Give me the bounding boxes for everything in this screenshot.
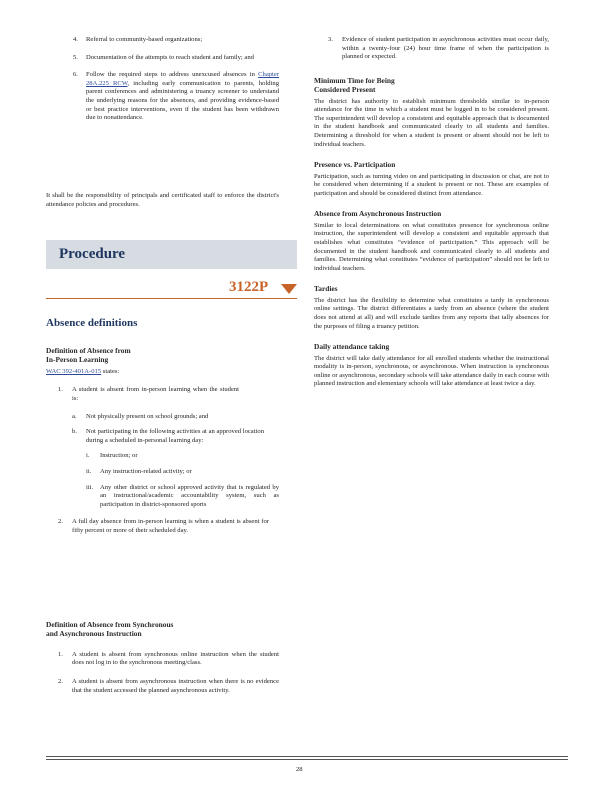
presence-section: Presence vs. Participation Participation, such as turning video on and participating in discussion or chat, are not to be considered when determining if a student is present or not. These are examples of participation and should be considered distinct from attendance. — [314, 160, 549, 197]
section-heading: Absence from Asynchronous Instruction — [314, 209, 442, 219]
list-item: 4. Referral to community-based organizations; — [73, 36, 203, 43]
async-absence-section: Absence from Asynchronous Instruction Similar to local determinations on what constitutes presence for synchronous online instruction, the superintendent will develop a consistent and equitable approach that establishes what constitutes “evidence of participation.” This approach will be documented in the student handbook and communicated clearly to all students and families. Determining what constitutes “evidence of participation” should not be left to individual teachers. — [314, 209, 549, 272]
list-item: 5. Documentation of the attempts to reach student and family; and — [73, 53, 254, 61]
wac-link[interactable]: WAC 392-401A-015 — [46, 367, 102, 375]
footer-rule — [46, 756, 568, 757]
divider — [46, 298, 297, 299]
right-column — [314, 36, 549, 389]
procedure-title: Procedure — [59, 246, 126, 262]
section-heading: Tardies — [314, 284, 338, 294]
list-item: b. Not participating in the following activities at an approved location during a scheduled in-personal learning day: — [72, 428, 264, 444]
section-heading: Daily attendance taking — [314, 342, 390, 352]
daily-attendance-section: Daily attendance taking The district will take daily attendance for all enrolled students whether the instructional modality is in-person, synchronous, or asynchronous. When instruction is synchronous online or asynchronous, secondary schools will take attendance daily in each course with planned instruction and elementary schools will take attendance at least twice a day. — [314, 342, 549, 388]
inperson-section: Definition of Absence from In-Person Learning WAC 392-401A-015 states: 1. A student is absent from in-person learning when the student is: a. Not physically present on school grounds; and b. Not participating in the following activities at an approved location during a scheduled in-personal learning day: i. Instruction; or ii. Any instruction-related activity; or iii. Any other district or school approved activity that is regulated by an instructional/academic accountability system, such as participation in district-sponsored sports 2. A full day absence from in-person learning is when a student is absent for fifty percent or more of their scheduled day. — [46, 346, 279, 534]
section-heading: Presence vs. Participation — [314, 160, 396, 170]
triangle-down-icon — [281, 284, 297, 294]
synchronous-heading: Definition of Absence from Synchronous and Asynchronous Instruction — [46, 620, 174, 639]
list-item: 1. A student is absent from synchronous online instruction when the student does not log in to the synchronous meeting/class. — [58, 650, 279, 667]
page-number: 28 — [296, 766, 303, 773]
responsibility-paragraph: It shall be the responsibility of principals and certificated staff to enforce the district's attendance policies and procedures. — [46, 192, 279, 208]
list-item: 3. Evidence of student participation in asynchronous activities must occur daily, within a twenty-four (24) hour time frame of when the participation is planned or expected. — [328, 36, 549, 61]
tardies-section: Tardies The district has the flexibility to determine what constitutes a tardy in synchronous online settings. The district differentiates a tardy from an absence (where the student does not attend at all) and will exclude tardies from any reports that tally absences for the purposes of filing a truancy petition. — [314, 284, 549, 330]
list-item: ii. Any instruction-related activity; or — [86, 467, 192, 475]
rcw-link[interactable]: Chapter 28A.225 RCW — [86, 71, 279, 87]
list-item: i. Instruction; or — [86, 452, 138, 460]
synchronous-section — [46, 620, 279, 702]
inperson-heading: Definition of Absence from In-Person Learning — [46, 346, 131, 365]
procedure-banner — [46, 240, 297, 269]
absence-definitions-heading: Absence definitions — [46, 317, 138, 329]
list-item: a. Not physically present on school grounds; and — [72, 412, 209, 420]
list-item: 6. Follow the required steps to address unexcused absences in Chapter 28A.225 RCW, including early communication to parents, holding parent conferences and administering a truancy screener to understand the underlying reasons for the absences, and providing evidence-based or best practice interventions, even if the student has been withdrawn due to nonattendance. — [73, 71, 279, 122]
min-time-section: Minimum Time for Being Considered Present The district has authority to establish minimum thresholds similar to in-person attendance for the time in which a student must be logged in to be considered present. The superintendent will develop a consistent and equitable approach that is documented in the student handbook and communicated clearly to all students and families. Determining a threshold for when a student is present or absent should not be left to individual teachers. — [314, 75, 549, 148]
list-item: 2. A student is absent from asynchronous instruction when there is no evidence that the student accessed the planned asynchronous activity. — [58, 678, 279, 694]
list-item: 2. A full day absence from in-person learning is when a student is absent for fifty percent or more of their scheduled day. — [58, 518, 269, 534]
left-top-list — [46, 36, 279, 130]
section-heading: Minimum Time for Being Considered Present — [314, 75, 395, 95]
list-item: iii. Any other district or school approved activity that is regulated by an instructional/academic accountability system, such as participation in district-sponsored sports — [86, 483, 279, 508]
footer-rule — [46, 759, 568, 760]
list-item: 1. A student is absent from in-person learning when the student is: — [58, 386, 239, 402]
procedure-code: 3122P — [229, 279, 269, 295]
